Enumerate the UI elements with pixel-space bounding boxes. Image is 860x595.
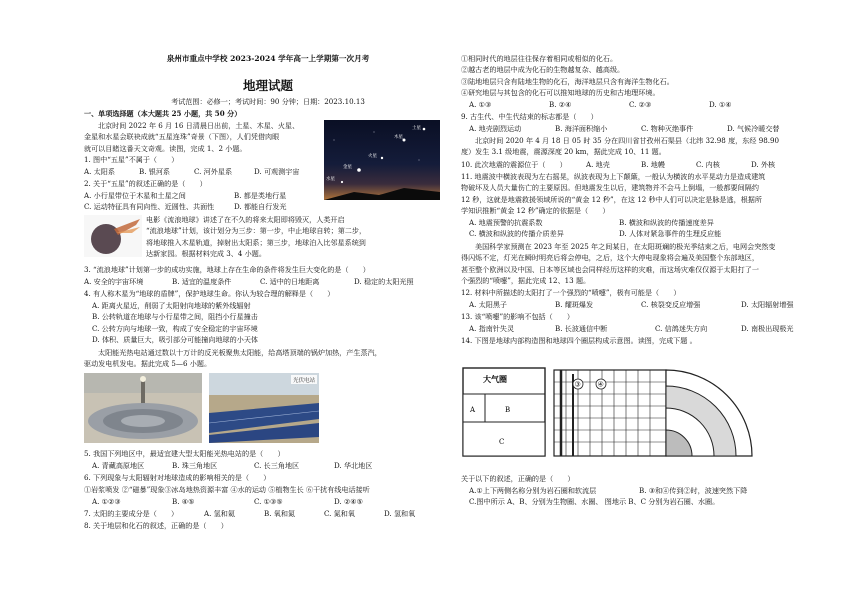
question-11: 11. 地震波中横波表现为左右摇晃，纵波表现为上下颠簸，一般认为横波的水平晃动力是造成建筑 物破坏及人员大量伤亡的主要原因。但地震发生以后，建筑物并不会马上倒塌，一般都要间隔约 12 秒，这就是地震救援领域所说的“黄金 12 秒”，在这 12 秒中人们可以决定是脉是逃，根据所 学知识推断“黄金 12 秒”确定的依据是（ ） xyxy=(461,172,766,215)
school-header: 泉州市重点中学校 2023-2024 学年高一上学期第一次月考 xyxy=(166,54,370,63)
svg-text:火星: 火星 xyxy=(368,154,377,159)
svg-text:金星: 金星 xyxy=(343,165,352,170)
q4-options: A. 距离火星近，削弱了太阳射向地球的紫外线辐射 B. 公转轨道在地球与小行星带之间，阻挡小行星撞击 C. 公转方向与地球一致，构成了安全稳定的宇宙环境 D. 体积、质量巨大，吸引部分可能撞向地球的小天体 xyxy=(92,301,259,344)
q5-options: A. 青藏高原地区 B. 珠三角地区 C. 长三角地区 D. 华北地区 xyxy=(92,461,373,470)
q11-options: A. 地震预警的抗震系数 B. 横波和纵波的传播速度差异 C. 横波和纵波的传播介质差异 D. 人体对紧急事件的生理反应能 xyxy=(469,218,722,239)
question-3: 3. “流浪地球”计划第一步的成功实施，地球上存在生命的条件将发生巨大变化的是（ ） xyxy=(84,265,370,274)
photovoltaic-plant-photo xyxy=(209,373,319,443)
q1-options: A. 太阳系 B. 银河系 C. 河外星系 D. 可观测宇宙 xyxy=(84,167,300,176)
passage-2: 电影《流浪地球》讲述了在不久的将来太阳即将毁灭，人类开启 “流浪地球”计划，该计划分为三步：第一步，中止地球自转；第二步， 将地球推入木星轨道，掉射出太阳系；第三步，地球泊入比邻星系统到 达新家园。根据材料完成 3、4 小题。 xyxy=(146,215,367,258)
exam-info: 考试范围：必修一；考试时间：90 分钟；日期：2023.10.13 xyxy=(171,97,365,106)
question-6: 6. 下列现象与太阳辐射对地球造成的影响相关的是（ ） xyxy=(84,473,271,482)
question-14b: 关于以下的叙述，正确的是（ ） xyxy=(461,474,575,483)
passage-4: 北京时间 2020 年 4 月 18 日 05 时 35 分在四川省甘孜州石渠县（北纬 32.98 度，东经 98.90 度）发生 3.1 级地震，震源深度 20 km，据此完成 10、11 题。 xyxy=(461,136,780,157)
wandering-earth-illustration xyxy=(84,215,142,257)
question-7: 7. 太阳的主要成分是（ ） A. 氢和氦 B. 氧和氮 C. 氮和氧 D. 氢和氧 xyxy=(84,509,416,518)
question-12: 12. 材料中所描述的太阳打了一个强烈的“喷嚏”，极有可能是（ ） xyxy=(461,288,681,297)
question-5: 5. 我国下列地区中，最适宜建大型太阳能光热电站的是（ ） xyxy=(84,449,285,458)
q13-options: A. 指南针失灵 B. 长波通信中断 C. 信鸽迷失方向 D. 南极出现极光 xyxy=(469,324,794,333)
passage-5: 美国科学家预测在 2023 年至 2025 年之间某日，在太阳斑斓的极光季结束之后，电网会突然变 得闪烁不定，灯光在瞬时明亮后将会停电，之后，这个大停电现象将会遍及美国整个东部地区， 甚至整个欧洲以及中国、日本等区域也会同样经历这样的灾难，而这场灾难仅仅源于太阳打了一 个强烈的“喷嚏”，据此完成 12、13 题。 xyxy=(461,242,776,285)
question-2: 2. 关于“五星”的叙述正确的是（ ） xyxy=(84,179,207,188)
q9-options: A. 地壳剧烈运动 B. 海洋面积缩小 C. 物种灭绝事件 D. 气候冷暖交替 xyxy=(469,124,780,133)
q6-items: ①岩浆喷发 ②“磁暴”现象③冰岛地热资源丰富 ④水的运动 ⑤植物生长 ⑥干扰有线电话接听 xyxy=(84,485,370,494)
passage-1: 北京时间 2022 年 6 月 16 日清晨日出前，土星、木星、火星、 金星和水星会联袂成就“五星连珠”奇景（下图），人们凭借肉眼 就可以目睹这番天文奇观。读图，完成 1、2 小题。 xyxy=(84,121,300,153)
question-13: 13. 该“喷嚏”的影响不包括（ ） xyxy=(461,312,575,321)
photo-label: 光伏电站 xyxy=(293,378,316,384)
svg-text:木星: 木星 xyxy=(394,135,403,140)
fig-atmosphere-label: 大气圈 xyxy=(483,374,507,384)
svg-text:土星: 土星 xyxy=(412,126,421,131)
question-9: 9. 古生代、中生代结束的标志都是（ ） xyxy=(461,112,598,121)
five-planets-photo xyxy=(324,120,440,200)
fig-label-b: B xyxy=(505,406,511,414)
q12-options: A. 太阳黑子 B. 耀斑爆发 C. 核裂变反应增强 D. 太阳辐射增强 xyxy=(469,300,794,309)
earth-spheres-diagram xyxy=(461,360,821,465)
solar-thermal-plant-photo xyxy=(84,373,202,443)
q8-items: ①相同时代的地层往往保存着相同或相似的化石。 ②越古老的地层中成为化石的生物越复杂、越高级。 ③陆地地层只含有陆地生物的化石，海洋地层只含有海洋生物化石。 ④研究地层与其包含的化石可以推知地球的历史和古地理环境。 xyxy=(461,54,674,97)
question-10: 10. 此次地震的震源位于（ ） A. 地壳 B. 地幔 C. 内核 D. 外核 xyxy=(461,160,776,169)
q6-options: A. ①②③ B. ④⑤ C. ①③⑤ D. ②④⑤ xyxy=(92,497,364,506)
q3-options: A. 安全的宇宙环境 B. 适宜的温度条件 C. 适中的日地距离 D. 稳定的太阳光照 xyxy=(84,277,414,286)
fig-label-c: C xyxy=(499,438,505,446)
question-4: 4. 有人称木星为“地球的盾牌”，保护地球生命。你认为较合理的解释是（ ） xyxy=(84,289,335,298)
fig-label-a: A xyxy=(470,406,476,414)
fig-label-4: ④ xyxy=(597,380,604,389)
q2-options: A. 小行星带位于木星和土星之间 B. 都是类地行星 C. 运动特征具有同向性、近圆性、共面性 D. 都能自行发光 xyxy=(84,191,287,212)
question-8: 8. 关于地层和化石的叙述，正确的是（ ） xyxy=(84,521,228,530)
section-heading: 一、单项选择题（本大题共 25 小题，共 50 分） xyxy=(84,109,242,118)
question-14: 14. 下图是地球内部构造图和地球四个圈层构成示意图。读图，完成下题 。 xyxy=(461,336,697,345)
passage-3: 太阳能光热电站通过数以十万计的反光板聚焦太阳能，给高塔顶端的锅炉加热，产生蒸汽， 驱动发电机发电。据此完成 5—6 小题。 xyxy=(84,348,382,369)
q14-options: A.①上下两侧名称分别为岩石圈和软流层 B. ③和④传到②时，波速突然下降 C.图中所示 A、B、分别为生物圈、水圈、 图地示 B、C 分别为岩石圈、水圈。 xyxy=(469,486,748,507)
fig-label-3: ③ xyxy=(574,380,581,389)
q8-options: A. ①③ B. ②④ C. ②③ D. ①④ xyxy=(469,100,732,109)
paper-title: 地理试题 xyxy=(242,78,293,93)
question-1: 1. 图中“五星”不属于（ ） xyxy=(84,155,179,164)
svg-text:水星: 水星 xyxy=(326,177,335,182)
